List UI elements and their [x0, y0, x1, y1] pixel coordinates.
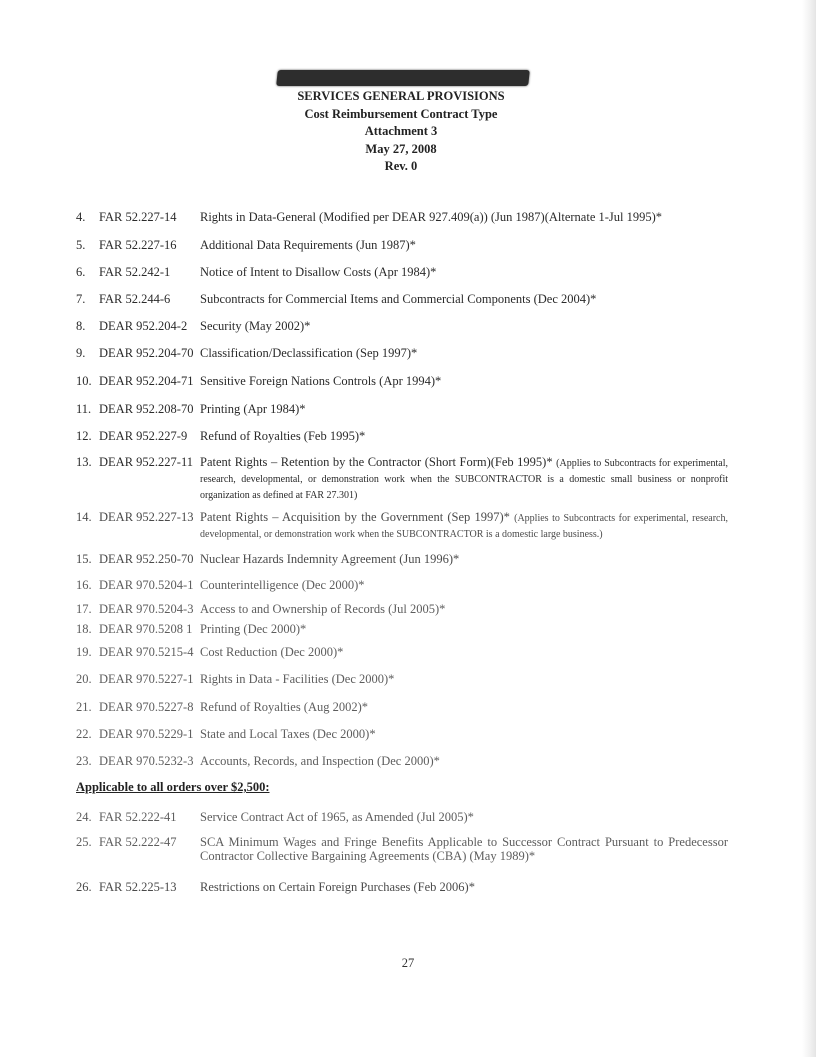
clause-number: 15.	[76, 552, 92, 566]
clause-code: DEAR 952.204-71	[99, 374, 194, 388]
header-title: SERVICES GENERAL PROVISIONS	[297, 89, 505, 103]
clause-applicability-note: (Applies to Subcontracts for experimental, research, developmental, or demonstration work when the SUBCONTRACTOR is a domestic small business or nonprofit organization as defined at FAR 27.301)	[200, 458, 729, 501]
clause-code: DEAR 970.5204-1	[99, 578, 194, 592]
clause-number: 22.	[76, 727, 92, 741]
clause-title: Patent Rights – Acquisition by the Government (Sep 1997)*	[200, 510, 510, 524]
header-revision: Rev. 0	[384, 159, 418, 173]
clause-code: DEAR 970.5204-3	[99, 602, 194, 616]
clause-title: Subcontracts for Commercial Items and Commercial Components (Dec 2004)*	[200, 292, 597, 306]
clause-number: 26.	[76, 880, 92, 894]
clause-code: DEAR 952.227-11	[99, 455, 193, 469]
clause-code: DEAR 952.250-70	[99, 552, 194, 566]
clause-code: DEAR 952.204-2	[99, 319, 188, 333]
clause-number: 7.	[76, 292, 86, 306]
clause-title: Rights in Data - Facilities (Dec 2000)*	[200, 672, 395, 686]
clause-number: 20.	[76, 672, 92, 686]
clause-code: DEAR 970.5232-3	[99, 754, 194, 768]
clause-title: Accounts, Records, and Inspection (Dec 2000)*	[200, 754, 440, 768]
clause-title: Cost Reduction (Dec 2000)*	[200, 645, 344, 659]
header-subtitle: Cost Reimbursement Contract Type	[304, 106, 498, 121]
page-number: 27	[401, 956, 415, 970]
clause-number: 9.	[76, 346, 86, 360]
clause-title: Service Contract Act of 1965, as Amended (Jul 2005)*	[200, 810, 474, 824]
clause-code: FAR 52.242-1	[99, 265, 171, 279]
clause-title: Classification/Declassification (Sep 1997)*	[200, 346, 418, 360]
clause-title: Counterintelligence (Dec 2000)*	[200, 578, 365, 592]
clause-number: 4.	[76, 210, 86, 224]
header-attachment: Attachment 3	[364, 124, 438, 138]
clause-number: 21.	[76, 700, 92, 714]
clause-code: FAR 52.227-16	[99, 238, 177, 252]
clause-title-block	[200, 455, 728, 503]
clause-title: Restrictions on Certain Foreign Purchases (Feb 2006)*	[200, 880, 475, 894]
clause-code: DEAR 952.227-13	[99, 510, 194, 524]
clause-title: Access to and Ownership of Records (Jul 2005)*	[200, 602, 446, 616]
clause-code: DEAR 970.5227-1	[99, 672, 194, 686]
clause-code: DEAR 970.5215-4	[99, 645, 194, 659]
clause-title: State and Local Taxes (Dec 2000)*	[200, 727, 376, 741]
clause-code: DEAR 952.204-70	[99, 346, 194, 360]
clause-title: Additional Data Requirements (Jun 1987)*	[200, 238, 416, 252]
header-date: May 27, 2008	[365, 141, 437, 156]
clause-title: Printing (Apr 1984)*	[200, 402, 306, 416]
clause-number: 25.	[76, 835, 92, 849]
clause-number: 11.	[76, 402, 92, 416]
clause-number: 18.	[76, 622, 92, 636]
clause-code: DEAR 952.208-70	[99, 402, 194, 416]
scan-page-edge	[802, 0, 816, 1057]
clause-code: DEAR 970.5208 1	[99, 622, 193, 636]
clause-number: 10.	[76, 374, 92, 388]
clause-number: 13.	[76, 455, 92, 469]
clause-code: DEAR 970.5227-8	[99, 700, 194, 714]
redacted-logo	[276, 70, 530, 86]
clause-title: Refund of Royalties (Aug 2002)*	[200, 700, 369, 714]
clause-number: 5.	[76, 238, 86, 252]
clause-title: Security (May 2002)*	[200, 319, 311, 333]
clause-code: FAR 52.225-13	[99, 880, 177, 894]
clause-code: DEAR 952.227-9	[99, 429, 188, 443]
clause-number: 17.	[76, 602, 92, 616]
clause-title: Rights in Data-General (Modified per DEAR 927.409(a)) (Jun 1987)(Alternate 1-Jul 1995)*	[200, 210, 663, 224]
clause-title: Nuclear Hazards Indemnity Agreement (Jun 1996)*	[200, 552, 460, 566]
clause-title: Notice of Intent to Disallow Costs (Apr 1984)*	[200, 265, 437, 279]
clause-code: FAR 52.222-41	[99, 810, 177, 824]
clause-number: 14.	[76, 510, 92, 524]
clause-number: 8.	[76, 319, 86, 333]
clause-number: 23.	[76, 754, 92, 768]
clause-number: 19.	[76, 645, 92, 659]
clause-title-block	[200, 510, 728, 542]
clause-number: 12.	[76, 429, 92, 443]
clause-title: Printing (Dec 2000)*	[200, 622, 307, 636]
document-header	[200, 88, 602, 176]
clause-code: FAR 52.244-6	[99, 292, 171, 306]
clause-code: DEAR 970.5229-1	[99, 727, 194, 741]
clause-title: SCA Minimum Wages and Fringe Benefits Applicable to Successor Contract Pursuant to Predecessor Contractor Collective Bargaining Agreements (CBA) (May 1989)*	[200, 835, 728, 863]
clause-number: 24.	[76, 810, 92, 824]
clause-code: FAR 52.227-14	[99, 210, 177, 224]
clause-applicability-note: (Applies to Subcontracts for experimental, research, developmental, or demonstration work when the SUBCONTRACTOR is a domestic large business.)	[200, 513, 728, 540]
clause-title: Sensitive Foreign Nations Controls (Apr 1994)*	[200, 374, 442, 388]
section-heading: Applicable to all orders over $2,500:	[76, 780, 270, 794]
clause-code: FAR 52.222-47	[99, 835, 177, 849]
clause-number: 16.	[76, 578, 92, 592]
clause-title: Refund of Royalties (Feb 1995)*	[200, 429, 366, 443]
clause-number: 6.	[76, 265, 86, 279]
clause-title: Patent Rights – Retention by the Contractor (Short Form)(Feb 1995)*	[200, 455, 553, 469]
